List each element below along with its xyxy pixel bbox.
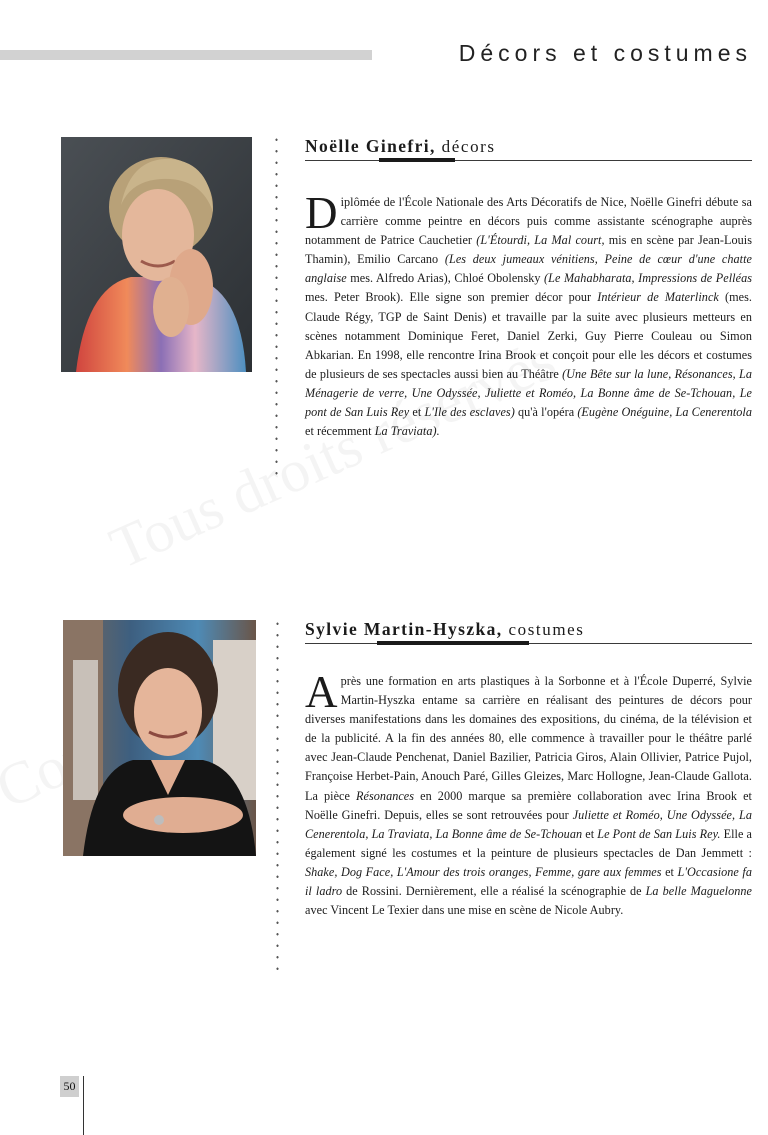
bio-text: avec Vincent Le Texier dans une mise en scène de Nicole Aubry. (305, 903, 624, 918)
bio-heading (305, 136, 752, 161)
bio-text: (mes. Claude Régy, TGP de Saint Denis) et travaille par la suite avec plusieurs metteurs en scènes notamment Dominique Feret, Daniel Zerki, Guy Pierre Couleau ou Simon Abkarian. En 1998, elle rencontre Irina Brook et conçoit pour elle les décors et costumes de plusieurs de ses spectacles aussi bien au Théâtre (305, 290, 752, 381)
bio-paragraph (305, 188, 753, 441)
bio-text: et (582, 826, 598, 841)
italic-title-text: Shake, Dog Face, L'Amour des trois oranges, Femme, gare aux femmes (305, 864, 662, 879)
portrait-photo-noelle-ginefri (61, 137, 252, 372)
person-role: décors (435, 137, 496, 156)
bio-text: mes. Peter Brook). Elle signe son premier décor pour (305, 290, 598, 305)
drop-cap: A (305, 667, 338, 717)
bio-text: en 2000 marque sa première collaboration avec Irina Brook et Noëlle Ginefri. Depuis, elles se sont retrouvées pour (305, 788, 752, 822)
bio-noelle-ginefri (305, 136, 752, 441)
italic-title-text: (Eugène Onéguine, La Cenerentola (577, 405, 752, 420)
heading-accent-bar (379, 158, 455, 162)
bio-text: mes. Alfredo Arias), Chloé Obolensky (346, 271, 545, 286)
bio-heading (305, 619, 752, 644)
drop-cap: D (305, 188, 338, 238)
bio-text: et (409, 405, 425, 420)
page-title: Décors et costumes (458, 40, 752, 66)
bio-paragraph (305, 667, 753, 920)
italic-title-text: La belle Maguelonne (645, 884, 752, 899)
italic-title-text: L'Occasione fa il ladro (305, 864, 752, 899)
page-number: 50 (60, 1076, 79, 1097)
bio-text: près une formation en arts plastiques à la Sorbonne et à l'École Duperré, Sylvie Martin-Hyszka entame sa carrière en réalisant des peintures de décors pour diverses manifestations dans les domaines des expositions, du cinéma, de la télévision et de la publicité. A la fin des années 80, elle commence à travailler pour le théâtre parlé avec Jean-Claude Penchenat, Daniel Bazilier, Patricia Giros, Alain Ollivier, Patrice Pujol, Françoise Herbet-Pain, Anouch Paré, Gilles Gleizes, Marc Hollogne, Jean-Claude Gallota. La pièce (305, 674, 752, 803)
bio-text: mis en scène par Jean-Louis Thamin), Emilio Carcano (305, 233, 752, 267)
dotted-divider (275, 134, 278, 478)
italic-title-text: (L'Étourdi, La Mal court, (476, 233, 605, 248)
italic-title-text: (Une Bête sur la lune, Résonances, La Ménagerie de verre, Une Odyssée, Juliette et Roméo, La Bonne âme de Se-Tchouan, Le pont de San Luis Rey (305, 366, 752, 420)
bio-text: Elle a également signé les costumes et la peinture de plusieurs spectacles de Dan Jemmett : (305, 826, 753, 860)
bio-text: et (661, 864, 678, 879)
person-name: Noëlle Ginefri, (305, 136, 436, 156)
bio-text: iplômée de l'École Nationale des Arts Décoratifs de Nice, Noëlle Ginefri débute sa carrière comme peintre en décors puis comme assistante scénographe auprès notamment de Patrice Cauchetier (305, 195, 752, 248)
heading-accent-bar (377, 641, 529, 645)
italic-title-text: (Les deux jumeaux vénitiens, Peine de cœur d'une chatte anglaise (305, 252, 753, 286)
bio-text: et récemment (305, 424, 375, 439)
italic-title-text: L'Ile des esclaves) (424, 405, 515, 420)
bio-text: de Rossini. Dernièrement, elle a réalisé la scénographie de (342, 884, 646, 899)
header-bar (0, 50, 372, 60)
footer-rule (83, 1076, 84, 1135)
bio-text: qu'à l'opéra (514, 405, 578, 420)
italic-title-text: Le Pont de San Luis Rey. (597, 826, 721, 841)
italic-title-text: Juliette et Roméo, Une Odyssée, La Cenerentola, La Traviata, La Bonne âme de Se-Tchouan (305, 807, 752, 841)
italic-title-text: Intérieur de Materlinck (597, 290, 719, 305)
italic-title-text: Résonances (356, 788, 415, 803)
bio-sylvie-martin-hyszka (305, 619, 752, 920)
portrait-photo-sylvie-martin-hyszka (63, 620, 256, 856)
italic-title-text: (Le Mahabharata, Impressions de Pelléas (544, 271, 753, 286)
person-name: Sylvie Martin-Hyszka, (305, 619, 503, 639)
italic-title-text: La Traviata). (374, 424, 440, 439)
dotted-divider (276, 618, 279, 970)
person-role: costumes (502, 620, 585, 639)
